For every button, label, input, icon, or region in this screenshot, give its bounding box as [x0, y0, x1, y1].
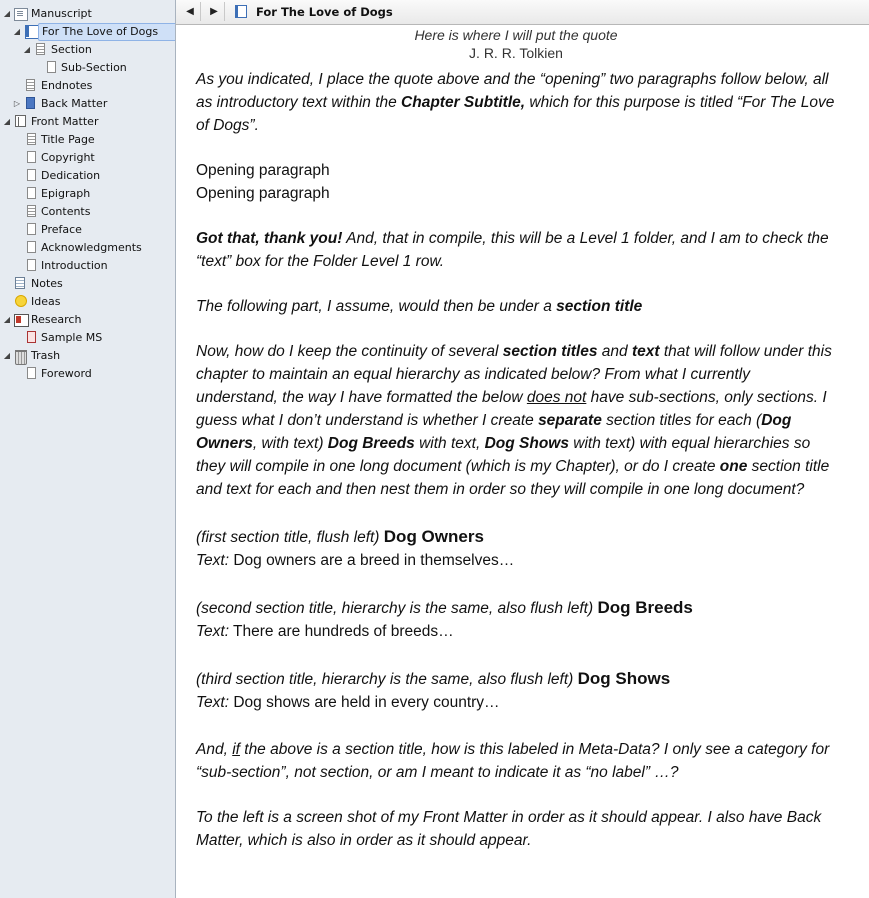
binder-item-preface[interactable]: [0, 221, 175, 239]
binder-item-notes[interactable]: [0, 275, 175, 293]
paragraph-continuity-question: Now, how do I keep the continuity of several section titles and text that will follow under this chapter to maintain an equal hierarchy as indicated below? From what I currently understand, the way I have formatted the below does not have sub-sections, only sections. I guess what I don’t understand is whether I create separate section titles for each (Dog Owners, with text) Dog Breeds with text, Dog Shows with text) with equal hierarchies so they will compile in one long document (which is my Chapter), or do I create one section title and text for each and then nest them in order so they will compile in one long document?: [196, 343, 832, 498]
document-icon: [47, 61, 56, 73]
expand-triangle-icon[interactable]: ◢: [3, 315, 11, 324]
expand-triangle-icon[interactable]: ◢: [3, 9, 11, 18]
binder-item-label: Contents: [41, 205, 91, 218]
section-text: Text: Dog shows are held in every country…: [196, 694, 500, 711]
paragraph-got-that: Got that, thank you! And, that in compile, this will be a Level 1 folder, and I am to check the “text” box for the Folder Level 1 row.: [196, 230, 829, 270]
binder-item-sample-ms[interactable]: [0, 329, 175, 347]
binder-item-label: Trash: [31, 349, 61, 362]
text-editor[interactable]: [196, 26, 836, 852]
section-dog-shows: (third section title, hierarchy is the same, also flush left) Dog Shows: [196, 669, 671, 688]
front-matter-icon: [15, 115, 26, 127]
expand-triangle-icon[interactable]: ◢: [3, 117, 11, 126]
document-icon: [27, 169, 36, 181]
pdf-icon: [27, 331, 36, 343]
quote-line: Here is where I will put the quote: [414, 27, 618, 43]
paragraph-screenshot-note: To the left is a screen shot of my Front Matter in order as it should appear. I also have Back Matter, which is also in order as it should appear.: [196, 809, 822, 849]
binder-item-copyright[interactable]: [0, 149, 175, 167]
document-icon: [27, 187, 36, 199]
research-folder-icon: [14, 314, 29, 327]
opening-paragraph: Opening paragraph: [196, 162, 330, 179]
binder-sidebar: [0, 0, 176, 898]
editor-header-bar: [176, 0, 869, 25]
document-icon: [26, 79, 35, 91]
binder-item-endnotes[interactable]: [0, 77, 175, 95]
document-title: For The Love of Dogs: [256, 5, 393, 19]
quote-author: J. R. R. Tolkien: [469, 45, 563, 61]
document-icon: [27, 205, 36, 217]
binder-item-introduction[interactable]: [0, 257, 175, 275]
binder-item-label: Copyright: [41, 151, 95, 164]
binder-item-label: For The Love of Dogs: [38, 23, 176, 41]
document-icon: [27, 133, 36, 145]
binder-item-label: Acknowledgments: [41, 241, 142, 254]
binder-item-label: Research: [31, 313, 82, 326]
paragraph-meta-data-question: And, if the above is a section title, how is this labeled in Meta-Data? I only see a category for “sub-section”, not section, or am I meant to indicate it as “no label” …?: [196, 741, 830, 781]
binder-item-acknowledgments[interactable]: [0, 239, 175, 257]
binder-item-label: Dedication: [41, 169, 101, 182]
binder-item-trash[interactable]: [0, 347, 175, 365]
binder-item-title-page[interactable]: [0, 131, 175, 149]
expand-triangle-icon[interactable]: ◢: [13, 27, 21, 36]
collapse-triangle-icon[interactable]: ▷: [13, 99, 21, 108]
expand-triangle-icon[interactable]: ◢: [3, 351, 11, 360]
notes-icon: [15, 277, 25, 289]
document-icon: [27, 259, 36, 271]
opening-paragraph: Opening paragraph: [196, 185, 330, 202]
forward-arrow-icon: ▶: [210, 6, 218, 17]
binder-item-label: Sample MS: [41, 331, 103, 344]
expand-triangle-icon[interactable]: ◢: [23, 45, 31, 54]
forward-button[interactable]: [204, 2, 225, 21]
manuscript-folder-icon: [14, 8, 28, 21]
binder-item-sub-section[interactable]: [0, 59, 175, 77]
binder-item-label: Preface: [41, 223, 82, 236]
binder-item-contents[interactable]: [0, 203, 175, 221]
section-dog-owners: (first section title, flush left) Dog Owners: [196, 527, 484, 546]
binder-item-label: Section: [51, 43, 92, 56]
binder-item-dedication[interactable]: [0, 167, 175, 185]
binder-item-label: Foreword: [41, 367, 92, 380]
document-icon[interactable]: [235, 5, 247, 18]
section-text: Text: There are hundreds of breeds…: [196, 623, 454, 640]
binder-item-back-matter[interactable]: [0, 95, 175, 113]
binder-item-label: Ideas: [31, 295, 61, 308]
section-dog-breeds: (second section title, hierarchy is the same, also flush left) Dog Breeds: [196, 598, 693, 617]
back-arrow-icon: ◀: [186, 6, 194, 17]
document-icon: [27, 241, 36, 253]
binder-item-label: Back Matter: [41, 97, 108, 110]
binder-item-for-the-love-of-dogs[interactable]: [0, 23, 175, 41]
back-button[interactable]: [180, 2, 201, 21]
binder-item-label: Sub-Section: [61, 61, 127, 74]
binder-item-manuscript[interactable]: [0, 5, 175, 23]
binder-item-ideas[interactable]: [0, 293, 175, 311]
paragraph-following-part: The following part, I assume, would then be under a section title: [196, 298, 643, 315]
trash-icon: [15, 350, 27, 365]
document-icon: [27, 367, 36, 379]
chapter-folder-icon: [25, 25, 39, 39]
document-icon: [27, 223, 36, 235]
binder-item-label: Notes: [31, 277, 63, 290]
binder-item-foreword[interactable]: [0, 365, 175, 383]
back-matter-icon: [26, 97, 35, 109]
document-icon: [36, 43, 45, 55]
paragraph-intro: As you indicated, I place the quote above and the “opening” two paragraphs follow below, all as introductory text within the Chapter Subtitle, which for this purpose is titled “For The Love of Dogs”.: [196, 71, 835, 134]
binder-item-research[interactable]: [0, 311, 175, 329]
binder-item-front-matter[interactable]: [0, 113, 175, 131]
lightbulb-icon: [15, 295, 27, 307]
binder-item-label: Front Matter: [31, 115, 99, 128]
binder-item-label: Endnotes: [41, 79, 93, 92]
section-text: Text: Dog owners are a breed in themselves…: [196, 552, 515, 569]
binder-item-epigraph[interactable]: [0, 185, 175, 203]
binder-item-label: Title Page: [41, 133, 95, 146]
document-icon: [27, 151, 36, 163]
binder-item-section[interactable]: [0, 41, 175, 59]
binder-item-label: Manuscript: [31, 7, 92, 20]
binder-item-label: Epigraph: [41, 187, 91, 200]
binder-item-label: Introduction: [41, 259, 108, 272]
